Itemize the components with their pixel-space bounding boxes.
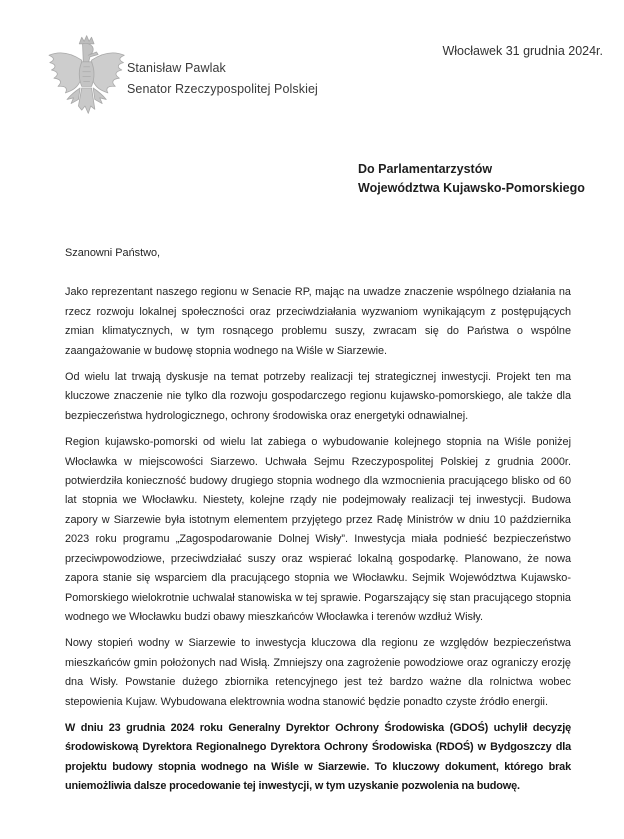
dateline: Włocławek 31 grudnia 2024r. (442, 44, 603, 58)
sender-name: Stanisław Pawlak (127, 61, 226, 75)
paragraph-4: Nowy stopień wodny w Siarzewie to inwestycja kluczowa dla regionu ze względów bezpieczeństwa mieszkańców gmin położonych nad Wisłą. Zmniejszy ona zagrożenie powodziowe oraz ograniczy erozję dna Wisły. Powstanie dużego zbiornika retencyjnego jest też bardzo ważne dla rolnictwa wobec stepowienia Kujaw. Wybudowana elektrownia wodna stanowić będzie ponadto czyste źródło energii. (65, 637, 571, 708)
polish-eagle-icon (44, 34, 126, 124)
paragraph-5-bold: W dniu 23 grudnia 2024 roku Generalny Dyrektor Ochrony Środowiska (GDOŚ) uchylił decyzję środowiskową Dyrektora Regionalnego Dyrektora Ochrony Środowiska (RDOŚ) w Bydgoszczy dla projektu budowy stopnia wodnego na Wiśle w Siarzewie. To kluczowy dokument, którego brak uniemożliwia dalsze procedowanie tej inwestycji, w tym uzyskanie pozwolenia na budowę. (65, 721, 571, 793)
salutation: Szanowni Państwo, (65, 247, 161, 259)
letter-body (65, 244, 571, 804)
recipient-line-2: Województwa Kujawsko-Pomorskiego (358, 181, 585, 195)
sender-block (127, 58, 318, 100)
paragraph-3: Region kujawsko-pomorski od wielu lat zabiega o wybudowanie kolejnego stopnia na Wiśle poniżej Włocławka w miejscowości Siarzewo. Uchwała Sejmu Rzeczypospolitej Polskiej z grudnia 2000r. potwierdziła konieczność budowy drugiego stopnia wodnego dla wzmocnienia pracującego blisko od 60 lat stopnia we Włocławku. Niestety, kolejne rządy nie podejmowały realizacji tej inwestycji. Budowa zapory w Siarzewie była istotnym elementem przyjętego przez Radę Ministrów w dniu 10 października 2023 roku programu „Zagospodarowanie Dolnej Wisły”. Inwestycja miała podnieść bezpieczeństwo przeciwpowodziowe, przeciwdziałać suszy oraz wspierać lokalną gospodarkę. Planowano, że nowa zapora stanie się wsparciem dla pracującego stopnia we Włocławku. Sejmik Województwa Kujawsko-Pomorskiego wielokrotnie uchwalał stanowiska w tej sprawie. Pogarszający się stan pracującego stopnia wodnego we Włocławku budzi obawy mieszkańców Włocławka i terenów wzdłuż Wisły. (65, 436, 571, 623)
recipient-line-1: Do Parlamentarzystów (358, 162, 493, 176)
paragraph-2: Od wielu lat trwają dyskusje na temat potrzeby realizacji tej strategicznej inwestycji. Projekt ten ma kluczowe znaczenie nie tylko dla rozwoju gospodarczego regionu kujawsko-pomorskiego, ale także dla bezpieczeństwa hydrologicznego, ochrony środowiska oraz energetyki odnawialnej. (65, 371, 571, 422)
sender-title: Senator Rzeczypospolitej Polskiej (127, 82, 318, 96)
recipient-block (358, 160, 585, 198)
paragraph-1: Jako reprezentant naszego regionu w Senacie RP, mając na uwadze znaczenie wspólnego działania na rzecz rozwoju lokalnej społeczności oraz przeciwdziałania wyzwaniom wynikającym z postępujących zmian klimatycznych, w tym rosnącego problemu suszy, zwracam się do Państwa o wspólne zaangażowanie w budowę stopnia wodnego na Wiśle w Siarzewie. (65, 286, 571, 357)
